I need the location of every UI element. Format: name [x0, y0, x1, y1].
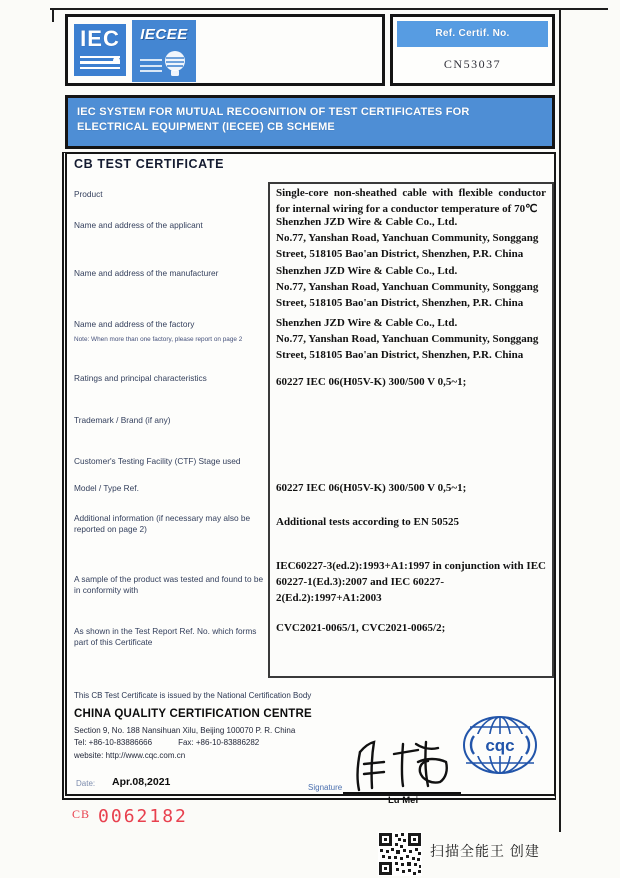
field-label-ctf: Customer's Testing Facility (CTF) Stage used: [74, 456, 241, 466]
field-value-applicant-name: Shenzhen JZD Wire & Cable Co., Ltd.: [276, 216, 458, 228]
field-value-model: 60227 IEC 06(H05V-K) 300/500 V 0,5~1;: [276, 482, 467, 494]
field-value-product: Single-core non-sheathed cable with flexible conductor for internal wiring for a conductor temperature of 70℃: [276, 187, 546, 215]
field-label-product: Product: [74, 189, 103, 199]
field-value-test-report: CVC2021-0065/1, CVC2021-0065/2;: [276, 622, 446, 634]
ncb-name: CHINA QUALITY CERTIFICATION CENTRE: [74, 708, 312, 720]
field-value-additional: Additional tests according to EN 50525: [276, 516, 460, 528]
field-value-ratings: 60227 IEC 06(H05V-K) 300/500 V 0,5~1;: [276, 376, 467, 388]
iec-logo-dot-decoration: [113, 57, 120, 64]
scheme-banner: IEC SYSTEM FOR MUTUAL RECOGNITION OF TEST CERTIFICATES FOR ELECTRICAL EQUIPMENT (IECEE) CB SCHEME: [65, 95, 555, 149]
field-value-manufacturer-name: Shenzhen JZD Wire & Cable Co., Ltd.: [276, 265, 458, 277]
cqc-logo: [458, 714, 542, 778]
issued-by-statement: This CB Test Certificate is issued by the National Certification Body: [74, 691, 312, 700]
field-value-factory-name: Shenzhen JZD Wire & Cable Co., Ltd.: [276, 317, 458, 329]
signature-label: Signature: [308, 783, 343, 792]
scan-border-top: [50, 8, 608, 10]
signatory-name: Lu Mei: [388, 795, 419, 806]
field-label-model: Model / Type Ref.: [74, 483, 139, 493]
field-value-factory-address: No.77, Yanshan Road, Yanchuan Community, Songgang Street, 518105 Bao'an District, Shenzhen, P.R. China: [276, 333, 539, 361]
field-label-factory: Name and address of the factory: [74, 319, 195, 329]
signature-line: [343, 792, 461, 794]
field-label-conformity: A sample of the product was tested and found to be in conformity with: [74, 574, 264, 595]
iecee-logo-stripes-decoration: [140, 56, 162, 73]
cb-stamp-prefix: CB: [72, 807, 91, 821]
ncb-tel: Tel: +86-10-83886666: [74, 738, 153, 747]
ncb-fax: Fax: +86-10-83886282: [178, 738, 260, 747]
iecee-logo-text: IECEE: [140, 26, 188, 43]
qr-code: [378, 832, 422, 876]
certificate-title: CB TEST CERTIFICATE: [74, 157, 225, 171]
ncb-website: website: http://www.cqc.com.cn: [74, 751, 186, 760]
field-label-additional: Additional information (if necessary may also be reported on page 2): [74, 513, 251, 534]
field-value-applicant-address: No.77, Yanshan Road, Yanchuan Community, Songgang Street, 518105 Bao'an District, Shenzhen, P.R. China: [276, 232, 539, 260]
date-label: Date:: [76, 779, 96, 788]
field-label-test-report: As shown in the Test Report Ref. No. which forms part of this Certificate: [74, 626, 257, 647]
cb-certificate-stamp: [72, 806, 188, 827]
scan-border-left: [52, 8, 54, 22]
ref-certif-label: Ref. Certif. No.: [397, 21, 548, 47]
field-label-ratings: Ratings and principal characteristics: [74, 373, 207, 383]
ncb-address: Section 9, No. 188 Nansihuan Xilu, Beijing 100070 P. R. China: [74, 726, 296, 735]
field-label-trademark: Trademark / Brand (if any): [74, 415, 171, 425]
ncb-tel-fax: [74, 738, 285, 747]
ref-certif-box: [390, 14, 555, 86]
lightbulb-icon: [162, 48, 188, 78]
iec-logo: [74, 24, 126, 76]
handwritten-signature: [348, 738, 463, 792]
field-value-conformity: IEC60227-3(ed.2):1993+A1:1997 in conjunction with IEC 60227-1(Ed.3):2007 and IEC 60227-2(Ed.2):1997+A1:2003: [276, 560, 546, 604]
field-label-applicant: Name and address of the applicant: [74, 220, 203, 230]
field-label-manufacturer: Name and address of the manufacturer: [74, 268, 219, 278]
date-value: Apr.08,2021: [112, 776, 171, 788]
field-value-manufacturer-address: No.77, Yanshan Road, Yanchuan Community, Songgang Street, 518105 Bao'an District, Shenzhen, P.R. China: [276, 281, 539, 309]
scan-border-right: [559, 8, 561, 832]
iecee-logo: [132, 20, 196, 82]
field-note-factory: Note: When more than one factory, please report on page 2: [74, 336, 243, 343]
iec-logo-text: IEC: [80, 26, 120, 51]
scan-app-watermark: 扫描全能王 创建: [430, 843, 540, 859]
cb-stamp-number: 0062182: [98, 806, 188, 827]
cqc-logo-text: cqc: [485, 736, 515, 755]
header-logo-box: [65, 14, 385, 86]
ref-certif-number: CN53037: [443, 57, 502, 71]
